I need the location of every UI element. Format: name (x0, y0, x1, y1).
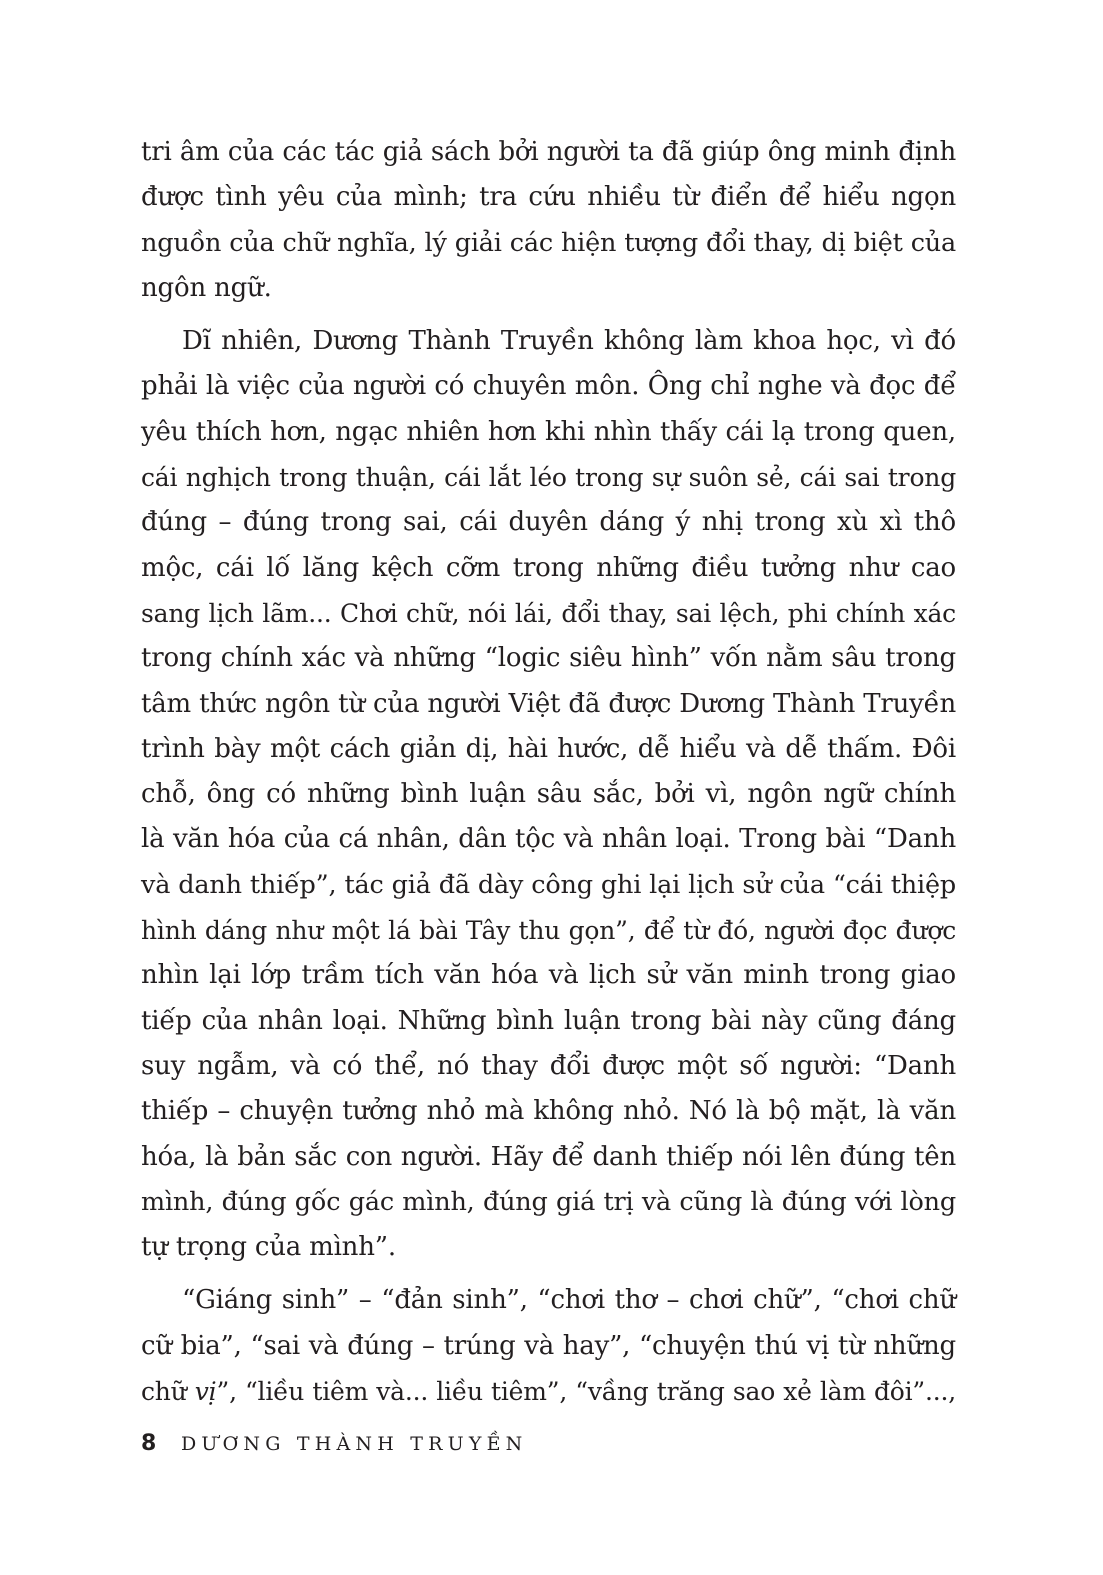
text-line: phải là việc của người có chuyên môn. Ông chỉ nghe và đọc để (141, 371, 956, 402)
text-line: chỗ, ông có những bình luận sâu sắc, bởi vì, ngôn ngữ chính (141, 779, 956, 810)
text-line: hóa, là bản sắc con người. Hãy để danh thiếp nói lên đúng tên (141, 1141, 956, 1172)
text-segment: ”, “liều tiêm và... liều tiêm”, “vầng trăng sao xẻ làm đôi”..., (216, 1377, 956, 1407)
text-line: ngôn ngữ. (141, 272, 272, 303)
text-line: cữ bia”, “sai và đúng – trúng và hay”, “chuyện thú vị từ những (141, 1330, 956, 1361)
text-line: trình bày một cách giản dị, hài hước, dễ hiểu và dễ thấm. Đôi (141, 733, 956, 764)
text-line: cái nghịch trong thuận, cái lắt léo trong sự suôn sẻ, cái sai trong (141, 463, 956, 493)
text-line: “Giáng sinh” – “đản sinh”, “chơi thơ – chơi chữ”, “chơi chữ (182, 1285, 956, 1316)
text-line: và danh thiếp”, tác giả đã dày công ghi lại lịch sử của “cái thiệp (141, 869, 956, 900)
text-line: suy ngẫm, và có thể, nó thay đổi được một số người: “Danh (141, 1050, 956, 1081)
text-line: sang lịch lãm... Chơi chữ, nói lái, đổi thay, sai lệch, phi chính xác (141, 598, 956, 628)
text-line: tiếp của nhân loại. Những bình luận trong bài này cũng đáng (141, 1005, 956, 1036)
text-line: hình dáng như một lá bài Tây thu gọn”, để từ đó, người đọc được (141, 916, 956, 946)
text-line: tự trọng của mình”. (141, 1232, 396, 1263)
text-line: mộc, cái lố lăng kệch cỡm trong những điều tưởng như cao (141, 552, 956, 583)
text-line: tâm thức ngôn từ của người Việt đã được Dương Thành Truyền (141, 688, 956, 719)
text-line: thiếp – chuyện tưởng nhỏ mà không nhỏ. Nó là bộ mặt, là văn (141, 1096, 956, 1127)
text-line: yêu thích hơn, ngạc nhiên hơn khi nhìn thấy cái lạ trong quen, (141, 416, 956, 447)
page-footer (141, 1430, 528, 1457)
text-line: nhìn lại lớp trầm tích văn hóa và lịch sử văn minh trong giao (141, 960, 956, 991)
running-head-author: DƯƠNG THÀNH TRUYỀN (181, 1433, 528, 1455)
text-line-with-italic (141, 1369, 956, 1414)
text-line: đúng – đúng trong sai, cái duyên dáng ý nhị trong xù xì thô (141, 507, 956, 538)
text-line: nguồn của chữ nghĩa, lý giải các hiện tượng đổi thay, dị biệt của (141, 227, 956, 258)
page-number: 8 (141, 1431, 157, 1456)
italic-word: vị (194, 1377, 217, 1407)
text-line: Dĩ nhiên, Dương Thành Truyền không làm khoa học, vì đó (182, 326, 956, 357)
paragraph-3 (141, 1278, 956, 1414)
paragraph-1 (141, 130, 956, 311)
text-segment: chữ (141, 1377, 195, 1407)
text-line: là văn hóa của cá nhân, dân tộc và nhân loại. Trong bài “Danh (141, 824, 956, 855)
text-line: được tình yêu của mình; tra cứu nhiều từ điển để hiểu ngọn (141, 182, 956, 213)
text-line: tri âm của các tác giả sách bởi người ta đã giúp ông minh định (141, 137, 956, 167)
page-body (141, 130, 956, 1414)
paragraph-2 (141, 319, 956, 1270)
text-line: mình, đúng gốc gác mình, đúng giá trị và cũng là đúng với lòng (141, 1186, 956, 1217)
text-line: trong chính xác và những “logic siêu hình” vốn nằm sâu trong (141, 643, 956, 674)
